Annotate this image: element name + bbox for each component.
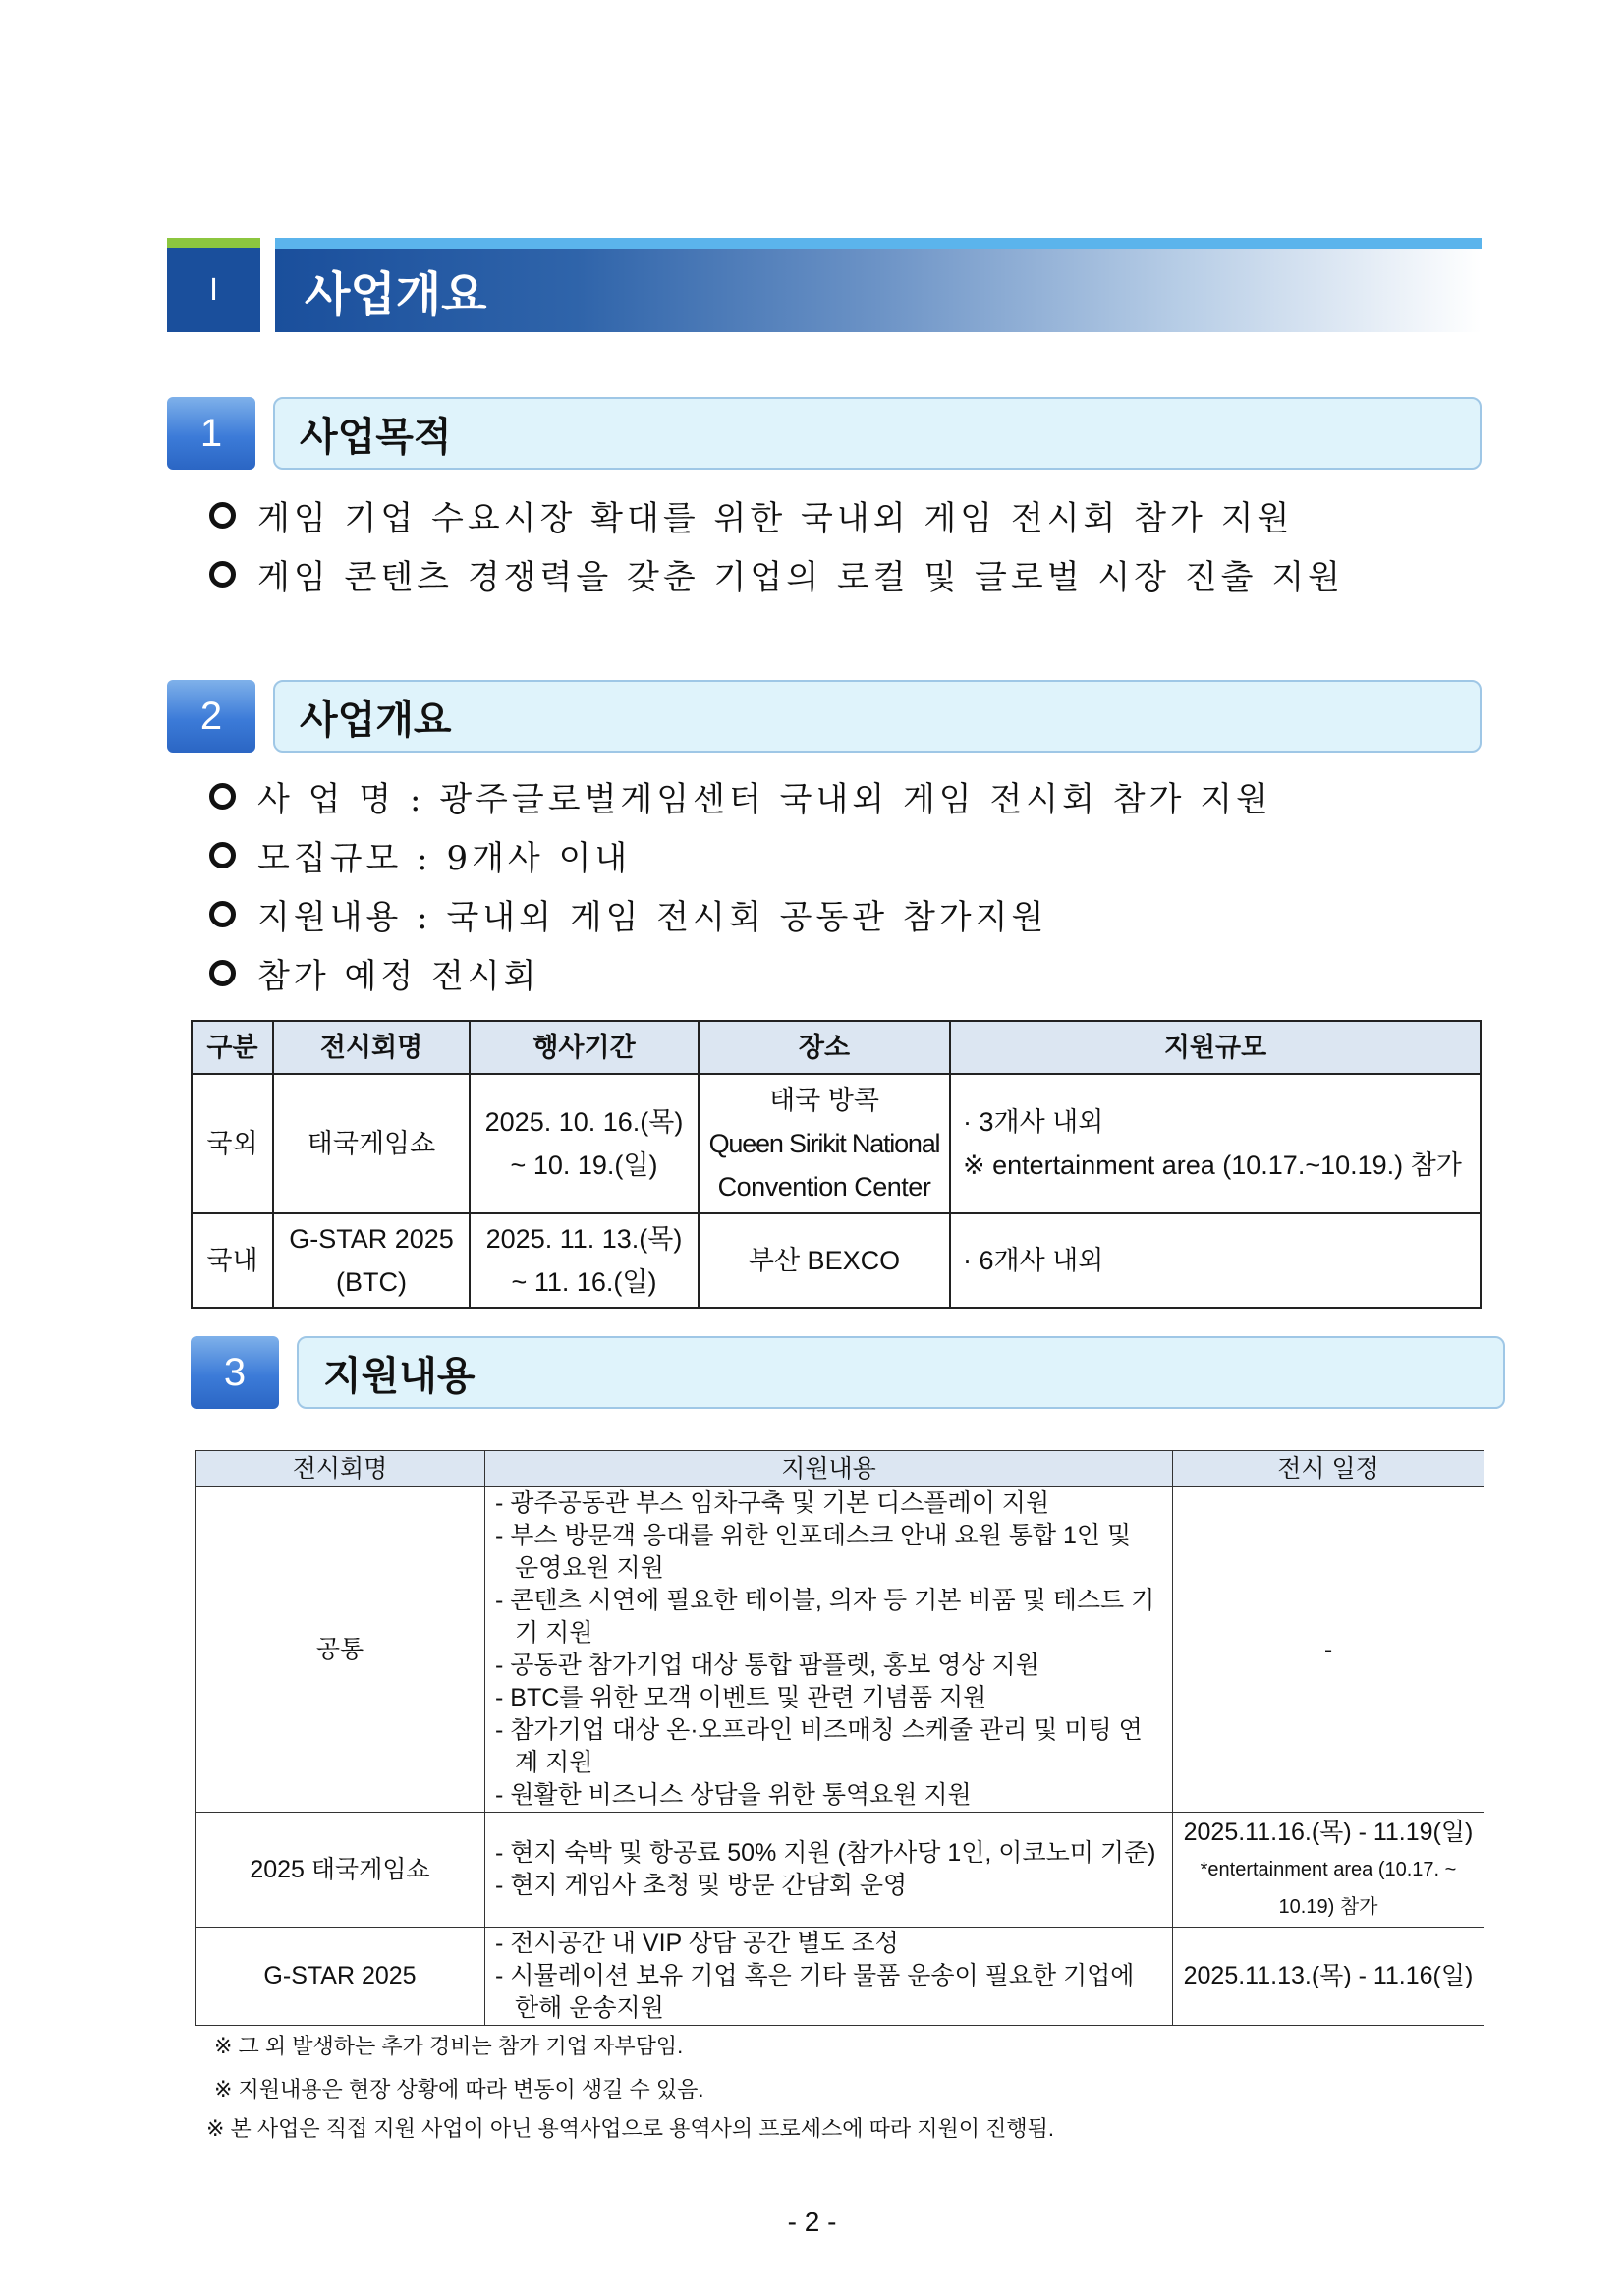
cell-name: 공통 bbox=[196, 1487, 485, 1813]
section1-title bbox=[273, 397, 1482, 470]
table-row bbox=[192, 1074, 1481, 1213]
cell-schedule: 2025.11.13.(목) - 11.16(일) bbox=[1173, 1928, 1484, 2026]
cell-type: 국외 bbox=[192, 1074, 273, 1213]
section2-number: 2 bbox=[167, 680, 255, 753]
table-row bbox=[196, 1487, 1484, 1813]
list-item: - 원활한 비즈니스 상담을 위한 통역요원 지원 bbox=[495, 1781, 972, 1809]
table-header-row bbox=[192, 1021, 1481, 1074]
list-item: - 광주공동관 부스 임차구축 및 기본 디스플레이 지원 bbox=[495, 1489, 1050, 1517]
table-header: 구분 bbox=[192, 1021, 273, 1074]
cell-name: 2025 태국게임쇼 bbox=[196, 1813, 485, 1928]
cell-period bbox=[470, 1213, 699, 1308]
bullet-circle-icon bbox=[209, 561, 236, 588]
cell-name: 태국게임쇼 bbox=[273, 1074, 470, 1213]
cell-schedule: - bbox=[1173, 1487, 1484, 1813]
bullet-text: 게임 콘텐츠 경쟁력을 갖춘 기업의 로컬 및 글로벌 시장 진출 지원 bbox=[257, 558, 1345, 597]
list-item: - 부스 방문객 응대를 위한 인포데스크 안내 요원 통합 1인 및 운영요원 지원 bbox=[495, 1522, 1132, 1582]
period-end: ~ 10. 19.(일) bbox=[510, 1150, 658, 1180]
period-start: 2025. 11. 13.(목) bbox=[485, 1224, 683, 1254]
list-item: - 콘텐츠 시연에 필요한 테이블, 의자 등 기본 비품 및 테스트 기기 지원 bbox=[495, 1587, 1155, 1647]
scale-line: · 3개사 내외 bbox=[963, 1107, 1104, 1137]
table-header: 행사기간 bbox=[470, 1021, 699, 1074]
list-item: - 전시공간 내 VIP 상담 공간 별도 조성 bbox=[495, 1930, 899, 1957]
section2-bullet bbox=[209, 890, 1047, 938]
list-item: - 현지 게임사 초청 및 방문 간담회 운영 bbox=[495, 1872, 908, 1899]
name-line: G-STAR 2025 bbox=[289, 1224, 454, 1254]
section3-title bbox=[297, 1336, 1505, 1409]
section2-title bbox=[273, 680, 1482, 753]
place-line: 태국 방콕 bbox=[769, 1086, 879, 1115]
cell-type: 국내 bbox=[192, 1213, 273, 1308]
table-row bbox=[196, 1928, 1484, 2026]
chapter-title-accent bbox=[275, 238, 1482, 249]
period-end: ~ 11. 16.(일) bbox=[511, 1267, 657, 1297]
chapter-title bbox=[275, 249, 1482, 332]
list-item: - BTC를 위한 모객 이벤트 및 관련 기념품 지원 bbox=[495, 1684, 987, 1711]
content-list bbox=[495, 1837, 1160, 1902]
section2-bullet bbox=[209, 772, 1272, 820]
period-start: 2025. 10. 16.(목) bbox=[484, 1107, 684, 1137]
cell-scale: · 6개사 내외 bbox=[950, 1213, 1481, 1308]
schedule-note: *entertainment area (10.17. ~ bbox=[1200, 1859, 1457, 1880]
exhibition-table bbox=[191, 1020, 1482, 1309]
table-header-row bbox=[196, 1451, 1484, 1487]
cell-scale bbox=[950, 1074, 1481, 1213]
content-list bbox=[495, 1487, 1160, 1812]
bullet-circle-icon bbox=[209, 842, 236, 868]
scale-note: ※ entertainment area (10.17.~10.19.) 참가 bbox=[963, 1150, 1462, 1180]
section1-number: 1 bbox=[167, 397, 255, 470]
table-header: 장소 bbox=[699, 1021, 950, 1074]
table-header: 지원내용 bbox=[485, 1451, 1173, 1487]
cell-name: G-STAR 2025 bbox=[196, 1928, 485, 2026]
table-header: 전시회명 bbox=[196, 1451, 485, 1487]
footnote: ※ 지원내용은 현장 상황에 따라 변동이 생길 수 있음. bbox=[214, 2077, 704, 2101]
name-line: (BTC) bbox=[336, 1267, 407, 1297]
bullet-text: 지원내용 : 국내외 게임 전시회 공동관 참가지원 bbox=[257, 898, 1048, 937]
page-number: - 2 - bbox=[787, 2207, 837, 2237]
section2-title-text: 사업개요 bbox=[300, 696, 452, 743]
place-line: Queen Sirikit National bbox=[708, 1129, 940, 1158]
bullet-text: 사 업 명 : 광주글로벌게임센터 국내외 게임 전시회 참가 지원 bbox=[257, 780, 1272, 819]
section2-bullet bbox=[209, 949, 540, 997]
cell-content bbox=[485, 1813, 1173, 1928]
table-header: 전시 일정 bbox=[1173, 1451, 1484, 1487]
chapter-accent-bar bbox=[167, 238, 260, 248]
bullet-circle-icon bbox=[209, 783, 236, 810]
bullet-circle-icon bbox=[209, 960, 236, 986]
footnote: ※ 본 사업은 직접 지원 사업이 아닌 용역사업으로 용역사의 프로세스에 따라 지원이 진행됨. bbox=[206, 2116, 1054, 2141]
bullet-text: 게임 기업 수요시장 확대를 위한 국내외 게임 전시회 참가 지원 bbox=[257, 499, 1294, 538]
place-line: Convention Center bbox=[717, 1172, 931, 1202]
section1-title-text: 사업목적 bbox=[300, 413, 452, 460]
cell-place bbox=[699, 1074, 950, 1213]
bullet-text: 참가 예정 전시회 bbox=[257, 957, 540, 996]
cell-period bbox=[470, 1074, 699, 1213]
section3-number: 3 bbox=[191, 1336, 279, 1409]
table-row bbox=[192, 1213, 1481, 1308]
table-header: 전시회명 bbox=[273, 1021, 470, 1074]
bullet-circle-icon bbox=[209, 502, 236, 529]
schedule-line: 2025.11.16.(목) - 11.19(일) bbox=[1183, 1819, 1474, 1846]
list-item: - 공동관 참가기업 대상 통합 팜플렛, 홍보 영상 지원 bbox=[495, 1652, 1039, 1679]
list-item: - 시뮬레이션 보유 기업 혹은 기타 물품 운송이 필요한 기업에 한해 운송지원 bbox=[495, 1962, 1135, 2022]
cell-name bbox=[273, 1213, 470, 1308]
schedule-note: 10.19) 참가 bbox=[1278, 1896, 1378, 1918]
list-item: - 현지 숙박 및 항공료 50% 지원 (참가사당 1인, 이코노미 기준) bbox=[495, 1839, 1156, 1867]
table-row bbox=[196, 1813, 1484, 1928]
footnote: ※ 그 외 발생하는 추가 경비는 참가 기업 자부담임. bbox=[214, 2034, 684, 2058]
section1-bullet bbox=[209, 550, 1344, 598]
cell-schedule bbox=[1173, 1813, 1484, 1928]
section3-title-text: 지원내용 bbox=[323, 1352, 476, 1399]
section2-bullet bbox=[209, 831, 631, 879]
chapter-title-text: 사업개요 bbox=[305, 267, 487, 322]
bullet-text: 모집규모 : 9개사 이내 bbox=[257, 839, 632, 878]
cell-content bbox=[485, 1928, 1173, 2026]
chapter-number: Ⅰ bbox=[167, 248, 260, 332]
content-list bbox=[495, 1928, 1160, 2025]
list-item: - 참가기업 대상 온·오프라인 비즈매칭 스케줄 관리 및 미팅 연계 지원 bbox=[495, 1716, 1143, 1776]
bullet-circle-icon bbox=[209, 901, 236, 927]
cell-content bbox=[485, 1487, 1173, 1813]
section1-bullet bbox=[209, 491, 1293, 539]
table-header: 지원규모 bbox=[950, 1021, 1481, 1074]
support-table bbox=[195, 1450, 1484, 2026]
cell-place: 부산 BEXCO bbox=[699, 1213, 950, 1308]
